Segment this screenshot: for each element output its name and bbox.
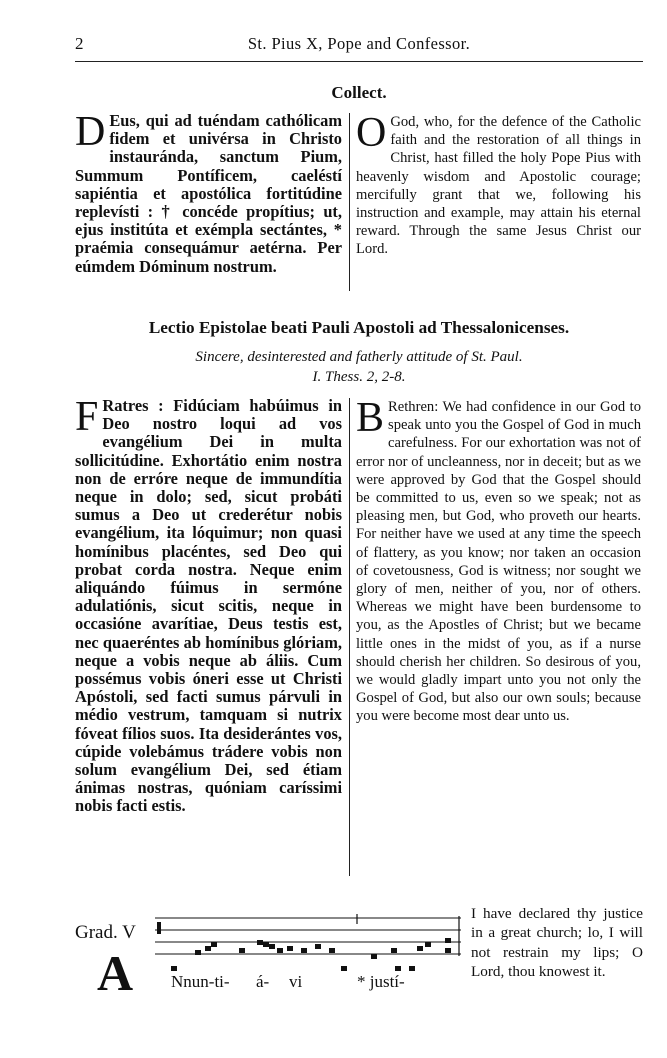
gradual-syllable: á- [256, 972, 270, 991]
do-clef [157, 922, 161, 934]
lectio-latin-dropcap: F [75, 394, 99, 440]
gradual-syllable: Nnun-ti- [171, 972, 230, 991]
collect-title: Collect. [331, 83, 387, 102]
collect-latin-dropcap: D [75, 109, 106, 155]
header-rule [75, 61, 643, 62]
lectio-latin [75, 394, 342, 816]
collect-column-divider [349, 113, 350, 291]
lectio-subtitle: Sincere, desinterested and fatherly attitude of St. Paul. [195, 349, 523, 365]
lectio-english [356, 395, 641, 726]
gradual-label: Grad. V [75, 922, 136, 943]
gradual-section [75, 900, 643, 1010]
lectio-title: Lectio Epistolae beati Pauli Apostoli ad Thessalonicenses. [148, 318, 570, 337]
gradual-initial: A [97, 945, 134, 1001]
lectio-latin-text: Ratres : Fidúciam habúimus in Deo nostro loqui ad vos evangélium Dei in multa sollicitúdine. Exhortátio enim nostra non de erróre neque de immundítia neque in dolo; sed, sicut probáti sumus a Deo ut crederétur nobis evangélium, ita lóquimur; non quasi homínibus placéntes, sed Deo qui probat corda nostra. Neque enim aliquándo fúimus in sermóne adulatiónis, sicut scitis, neque in occasióne avarítiae, Deus testis est, nec quaeréntes ab homínibus glóriam, neque a vobis neque ab áliis. Cum possémus vobis óneri esse ut Christi Apóstoli, sed facti sumus párvuli in médio vestrum, tamquam si nutrix fóveat fílios suos. Ita desiderántes vos, cúpide volebámus trádere vobis non solum evangélium Dei, sed étiam ánimas nostras, quóniam caríssimi nobis facti estis. [75, 396, 342, 816]
running-title: St. Pius X, Pope and Confessor. [247, 34, 471, 53]
lectio-english-dropcap: B [356, 395, 385, 441]
page-number: 2 [75, 34, 84, 53]
running-head [75, 34, 643, 58]
lectio-column-divider [349, 398, 350, 876]
collect-english-text: God, who, for the defence of the Catholic faith and the restoration of all things in Christ, hast filled the holy Pope Pius with heavenly wisdom and Apostolic courage; mercifully grant that we, following his instruction and example, may attain his eternal reward. Through the same Jesus Christ our Lord. [356, 114, 641, 258]
collect-latin [75, 109, 342, 276]
collect-english-dropcap: O [356, 110, 387, 156]
gradual-syllable: * justí- [357, 972, 405, 991]
gradual-syllable: vi [289, 972, 303, 991]
lectio-english-text: Rethren: We had confidence in our God to speak unto you the Gospel of God in much carefulness. For our exhortation was not of error nor of uncleanness, nor in deceit; but as we were approved by God that the Gospel should be committed to us, even so we speak; not as pleasing men, but God, who proveth our hearts. For neither have we used at any time the speech of flattery, as you know; nor taken an occasion of covetousness, God is witness; nor sought we glory of men, neither of you, nor of others. Whereas we might have been burdensome to you, as the Apostles of Christ; but we became little ones in the midst of you, as if a nurse should cherish her children. So desirous of you, we would gladly impart unto you not only the Gospel of God, but also our own souls; because you were become most dear unto us. [356, 399, 641, 725]
collect-english [356, 110, 641, 259]
lectio-reference: I. Thess. 2, 2-8. [312, 369, 406, 385]
collect-latin-text: Eus, qui ad tuéndam cathólicam fidem et univérsa in Christo instauránda, sanctum Pium, Summum Pontíficem, caeléstí sapiéntia et apostólica fortitúdine replevísti : † concéde propítius; ut, ejus institúta et exémpla sectántes, * praémia consequámur aetérna. Per eúmdem Dóminum nostrum. [75, 111, 342, 276]
chant-staff [155, 908, 461, 978]
gradual-english-text: I have declared thy justice in a great church; lo, I will not restrain my lips; O Lord, thou knowest it. [471, 905, 643, 981]
